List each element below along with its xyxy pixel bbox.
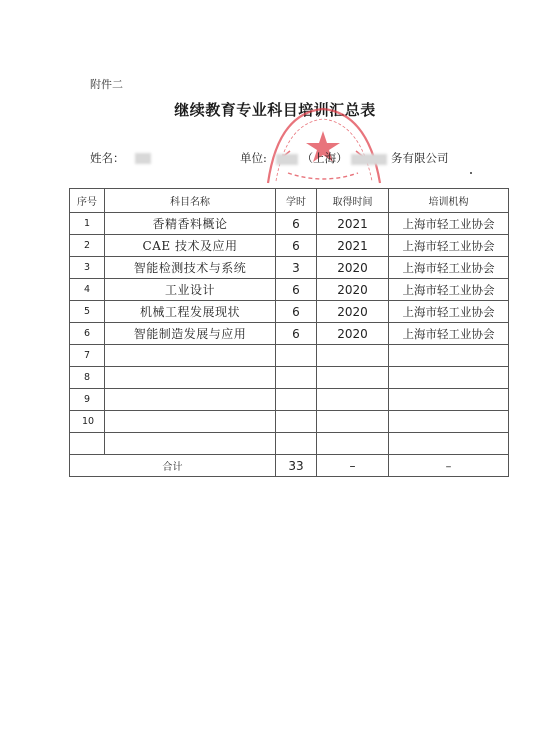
row-year <box>317 367 389 389</box>
row-org: 上海市轻工业协会 <box>389 279 509 301</box>
row-year: 2020 <box>317 257 389 279</box>
training-summary-table <box>69 188 509 477</box>
row-hours <box>276 411 317 433</box>
row-hours <box>276 345 317 367</box>
unit-label: 单位: <box>240 151 267 165</box>
row-course: 智能制造发展与应用 <box>105 323 276 345</box>
header-course: 科目名称 <box>105 189 276 213</box>
total-org: – <box>389 455 509 477</box>
row-org: 上海市轻工业协会 <box>389 257 509 279</box>
row-org: 上海市轻工业协会 <box>389 213 509 235</box>
row-hours <box>276 433 317 455</box>
table-row <box>70 433 509 455</box>
table-row <box>70 279 509 301</box>
stray-dot <box>470 172 472 174</box>
header-year: 取得时间 <box>317 189 389 213</box>
row-hours <box>276 367 317 389</box>
row-year <box>317 411 389 433</box>
row-course <box>105 433 276 455</box>
row-year <box>317 433 389 455</box>
row-no: 7 <box>70 345 105 367</box>
row-no <box>70 433 105 455</box>
official-seal-stamp <box>260 103 386 191</box>
row-no: 6 <box>70 323 105 345</box>
row-no: 4 <box>70 279 105 301</box>
row-year <box>317 389 389 411</box>
total-hours: 33 <box>276 455 317 477</box>
row-no: 3 <box>70 257 105 279</box>
row-org: 上海市轻工业协会 <box>389 323 509 345</box>
header-hours: 学时 <box>276 189 317 213</box>
row-course: 智能检测技术与系统 <box>105 257 276 279</box>
table-row <box>70 345 509 367</box>
header-no: 序号 <box>70 189 105 213</box>
name-label: 姓名： <box>90 151 125 165</box>
header-org: 培训机构 <box>389 189 509 213</box>
document-title: 继续教育专业科目培训汇总表 <box>174 101 376 119</box>
row-no: 8 <box>70 367 105 389</box>
row-no: 5 <box>70 301 105 323</box>
row-hours: 6 <box>276 235 317 257</box>
row-year: 2021 <box>317 235 389 257</box>
row-hours: 6 <box>276 213 317 235</box>
attachment-label: 附件二 <box>90 78 123 91</box>
table-row <box>70 257 509 279</box>
row-org: 上海市轻工业协会 <box>389 235 509 257</box>
row-org <box>389 345 509 367</box>
row-course <box>105 389 276 411</box>
table-header-row <box>70 189 509 213</box>
row-no: 10 <box>70 411 105 433</box>
row-year: 2020 <box>317 323 389 345</box>
table-row <box>70 411 509 433</box>
total-row <box>70 455 509 477</box>
row-course: 香精香料概论 <box>105 213 276 235</box>
row-year: 2021 <box>317 213 389 235</box>
row-org <box>389 389 509 411</box>
row-hours <box>276 389 317 411</box>
row-course: 机械工程发展现状 <box>105 301 276 323</box>
unit-value-part-2: 务有限公司 <box>390 151 449 165</box>
row-course <box>105 367 276 389</box>
row-no: 9 <box>70 389 105 411</box>
row-hours: 3 <box>276 257 317 279</box>
row-year: 2020 <box>317 301 389 323</box>
row-no: 2 <box>70 235 105 257</box>
table-row <box>70 323 509 345</box>
unit-value-part-1: （上海） <box>301 151 348 165</box>
table-row <box>70 213 509 235</box>
row-course <box>105 411 276 433</box>
table-row <box>70 367 509 389</box>
total-label: 合计 <box>70 455 276 477</box>
row-org <box>389 411 509 433</box>
table-row <box>70 389 509 411</box>
row-year <box>317 345 389 367</box>
row-hours: 6 <box>276 323 317 345</box>
row-hours: 6 <box>276 279 317 301</box>
row-no: 1 <box>70 213 105 235</box>
row-course <box>105 345 276 367</box>
row-course: CAE 技术及应用 <box>105 235 276 257</box>
row-org <box>389 433 509 455</box>
total-year: – <box>317 455 389 477</box>
name-value-redacted <box>135 150 151 164</box>
row-hours: 6 <box>276 301 317 323</box>
row-course: 工业设计 <box>105 279 276 301</box>
table-row <box>70 235 509 257</box>
row-org: 上海市轻工业协会 <box>389 301 509 323</box>
table-row <box>70 301 509 323</box>
row-org <box>389 367 509 389</box>
unit-value <box>276 150 448 166</box>
row-year: 2020 <box>317 279 389 301</box>
